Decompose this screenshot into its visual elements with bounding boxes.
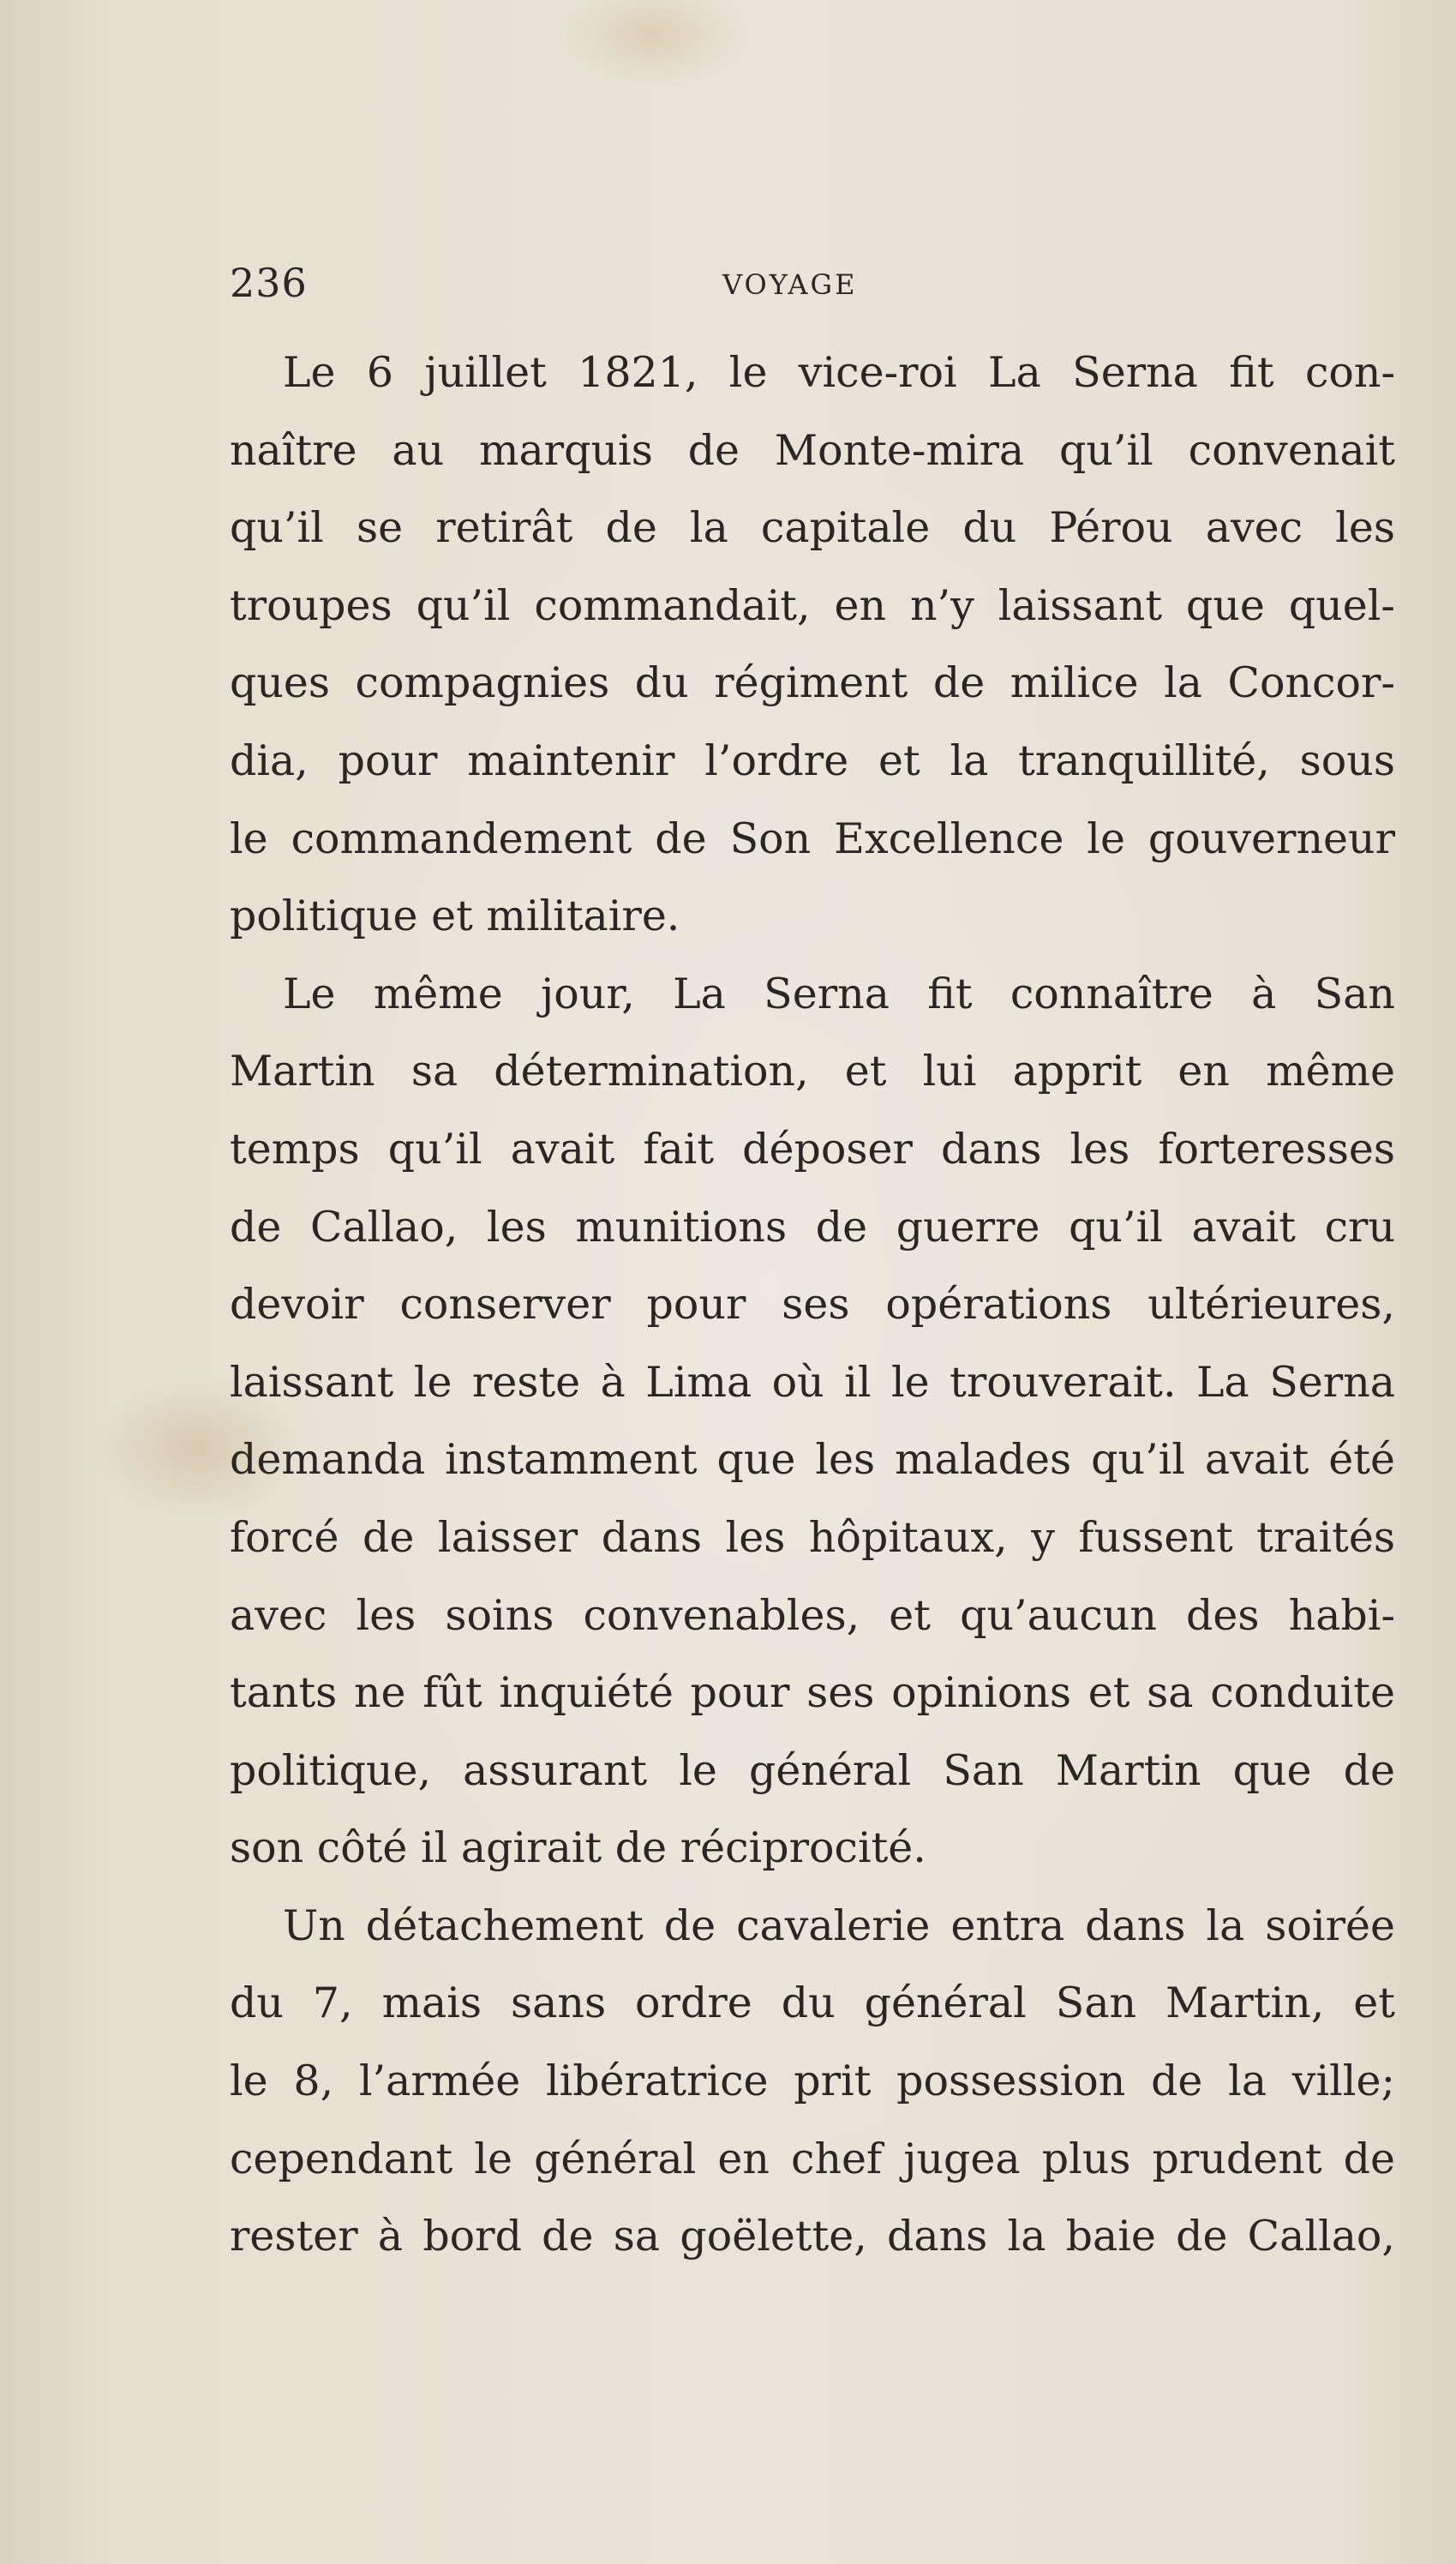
text-line: Un détachement de cavalerie entra dans la soirée bbox=[283, 1900, 1395, 1950]
text-line: Le même jour, La Serna fit connaître à San bbox=[283, 969, 1395, 1018]
text-line: du 7, mais sans ordre du général San Martin, et bbox=[230, 1979, 1395, 2028]
text-line: devoir conserver pour ses opérations ultérieures, bbox=[230, 1280, 1395, 1330]
text-line: tants ne fût inquiété pour ses opinions et sa conduite bbox=[230, 1668, 1395, 1718]
text-line: Le 6 juillet 1821, le vice-roi La Serna fit con- bbox=[283, 348, 1395, 397]
text-line: troupes qu’il commandait, en n’y laissant que quel- bbox=[230, 580, 1395, 630]
text-line: forcé de laisser dans les hôpitaux, y fussent traités bbox=[230, 1512, 1395, 1562]
text-line: politique et militaire. bbox=[230, 892, 680, 941]
page-number: 236 bbox=[230, 260, 308, 306]
text-line: naître au marquis de Monte-mira qu’il convenait bbox=[230, 425, 1395, 475]
text-line: de Callao, les munitions de guerre qu’il avait cru bbox=[230, 1202, 1395, 1252]
text-line: laissant le reste à Lima où il le trouverait. La Serna bbox=[230, 1357, 1395, 1407]
text-line: politique, assurant le général San Martin que de bbox=[230, 1745, 1395, 1795]
text-line: rester à bord de sa goëlette, dans la baie de Callao, bbox=[230, 2212, 1395, 2261]
text-line: dia, pour maintenir l’ordre et la tranquillité, sous bbox=[230, 736, 1395, 785]
text-line: son côté il agirait de réciprocité. bbox=[230, 1823, 926, 1873]
text-line: demanda instamment que les malades qu’il avait été bbox=[230, 1435, 1395, 1485]
text-line: temps qu’il avait fait déposer dans les forteresses bbox=[230, 1124, 1395, 1174]
running-title: VOYAGE bbox=[722, 268, 858, 301]
text-line: avec les soins convenables, et qu’aucun des habi- bbox=[230, 1590, 1395, 1640]
body-text bbox=[230, 334, 1395, 2276]
text-line: cependant le général en chef jugea plus prudent de bbox=[230, 2134, 1395, 2183]
text-line: le commandement de Son Excellence le gouverneur bbox=[230, 814, 1395, 863]
text-line: Martin sa détermination, et lui apprit en même bbox=[230, 1047, 1395, 1096]
text-line: qu’il se retirât de la capitale du Pérou avec les bbox=[230, 503, 1395, 553]
running-head bbox=[230, 257, 1395, 309]
text-line: le 8, l’armée libératrice prit possession de la ville; bbox=[230, 2057, 1395, 2106]
text-line: ques compagnies du régiment de milice la Concor- bbox=[230, 658, 1395, 708]
